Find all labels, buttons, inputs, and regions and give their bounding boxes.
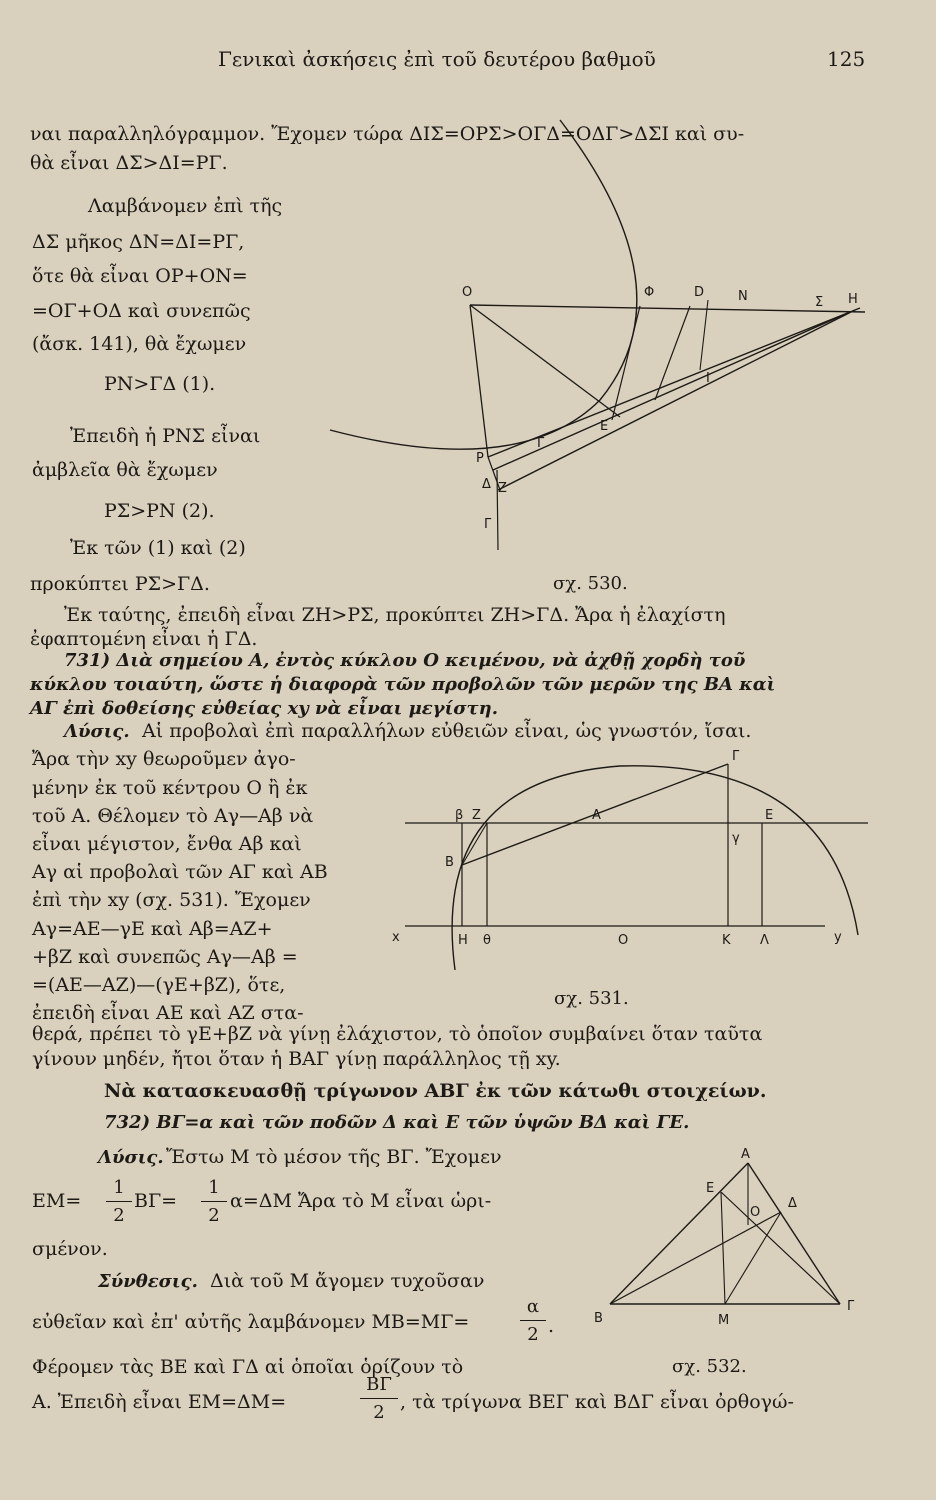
text-line: ἐπειδὴ εἶναι ΑΕ καὶ ΑΖ στα- bbox=[32, 1002, 304, 1024]
problem-731-statement: ΑΓ ἐπὶ δοθείσης εὐθείας xy νὰ εἶναι μεγίστη. bbox=[30, 698, 499, 719]
text-line: =(ΑΕ—ΑΖ)—(γΕ+βΖ), ὅτε, bbox=[32, 974, 286, 996]
synthesis-label: Σύνθεσις. bbox=[98, 1271, 198, 1292]
text-line: εὐθεῖαν καὶ ἐπ' αὐτῆς λαμβάνομεν ΜΒ=ΜΓ= bbox=[32, 1311, 470, 1333]
running-title: Γενικαὶ ἀσκήσεις ἐπὶ τοῦ δευτέρου βαθμοῦ bbox=[218, 47, 656, 71]
text-line: Φέρομεν τὰς ΒΕ καὶ ΓΔ αἱ ὁποῖαι ὁρίζουν τὸ bbox=[32, 1356, 464, 1378]
text-line: Ἐκ τῶν (1) καὶ (2) bbox=[70, 537, 246, 559]
text-line: Διὰ τοῦ Μ ἄγομεν τυχοῦσαν bbox=[210, 1270, 485, 1292]
altitude-be bbox=[610, 1212, 781, 1304]
fig532-label: Α bbox=[741, 1147, 750, 1162]
fraction-numerator: ΒΓ bbox=[366, 1374, 392, 1395]
fig532-label: Ε bbox=[706, 1181, 715, 1196]
fig532-label: Μ bbox=[718, 1313, 730, 1328]
fig530-label: Ρ bbox=[476, 451, 484, 466]
fig530-label: Ν bbox=[738, 289, 748, 304]
text-line: Αγ αἱ προβολαὶ τῶν ΑΓ καὶ ΑΒ bbox=[32, 861, 328, 883]
text-line: Αἱ προβολαὶ ἐπὶ παραλλήλων εὐθειῶν εἶναι, ὡς γνωστόν, ἴσαι. bbox=[142, 720, 752, 742]
text-line: =ΟΓ+ΟΔ καὶ συνεπῶς bbox=[32, 300, 251, 322]
fig531-label: Λ bbox=[760, 933, 769, 948]
text-line: θερά, πρέπει τὸ γΕ+βΖ νὰ γίνῃ ἐλάχιστον, τὸ ὁποῖον συμβαίνει ὅταν ταῦτα bbox=[32, 1023, 763, 1045]
fig530-label: Ο bbox=[462, 285, 473, 300]
fig531-label: γ bbox=[732, 831, 740, 846]
fig530-label: Η bbox=[848, 292, 858, 307]
page-number: 125 bbox=[827, 47, 866, 71]
fig531-label: β bbox=[455, 808, 464, 823]
fig531-label: Β bbox=[445, 855, 454, 870]
side-ab bbox=[610, 1163, 748, 1304]
fig531-label: Η bbox=[458, 933, 468, 948]
solution-label: Λύσις. bbox=[98, 1147, 164, 1168]
text-line: ἐφαπτομένη εἶναι ἡ ΓΔ. bbox=[30, 628, 258, 650]
text-line: θὰ εἶναι ΔΣ>ΔΙ=ΡΓ. bbox=[30, 152, 228, 174]
solution-label: Λύσις. bbox=[64, 721, 130, 742]
text-line: μένην ἐκ τοῦ κέντρου Ο ἢ ἐκ bbox=[32, 777, 308, 799]
fig530-label: Ζ bbox=[498, 481, 507, 496]
fraction-denominator: 2 bbox=[208, 1205, 220, 1226]
text-line: γίνουν μηδέν, ἤτοι ὅταν ἡ ΒΑΓ γίνῃ παράλληλος τῇ xy. bbox=[32, 1048, 561, 1070]
fraction-denominator: 2 bbox=[113, 1205, 125, 1226]
figure-532-caption: σχ. 532. bbox=[672, 1356, 747, 1377]
text-line: Α. Ἐπειδὴ εἶναι ΕΜ=ΔΜ= bbox=[32, 1391, 287, 1413]
figure-531-caption: σχ. 531. bbox=[554, 988, 629, 1009]
figure-530-caption: σχ. 530. bbox=[553, 573, 628, 594]
fraction-numerator: 1 bbox=[208, 1177, 220, 1198]
fraction-denominator: 2 bbox=[373, 1402, 385, 1423]
text-line: Ἐκ ταύτης, ἐπειδὴ εἶναι ΖΗ>ΡΣ, προκύπτει ΖΗ>ΓΔ. Ἄρα ἡ ἐλαχίστη bbox=[64, 604, 726, 626]
text-line: ΡΝ>ΓΔ (1). bbox=[104, 373, 216, 395]
section-heading: Νὰ κατασκευασθῇ τρίγωνον ΑΒΓ ἐκ τῶν κάτωθι στοιχείων. bbox=[104, 1080, 767, 1102]
fig531-label: Ε bbox=[765, 808, 774, 823]
text-line: (ἄσκ. 141), θὰ ἔχωμεν bbox=[32, 333, 247, 355]
fig530-label: Γ bbox=[537, 436, 545, 451]
fig530-label: Δ bbox=[482, 477, 491, 492]
equation-em: ΕΜ= bbox=[32, 1190, 82, 1212]
fig530-label: Σ bbox=[815, 295, 824, 310]
fig532-label: Β bbox=[594, 1311, 603, 1326]
problem-731-statement: κύκλου τοιαύτη, ὥστε ἡ διαφορὰ τῶν προβολῶν τῶν μερῶν της ΒΑ καὶ bbox=[30, 674, 776, 695]
fig530-label: Φ bbox=[644, 285, 655, 300]
text-line: Αγ=ΑΕ—γΕ καὶ Αβ=ΑΖ+ bbox=[32, 918, 273, 940]
fig531-label: Α bbox=[592, 808, 601, 823]
text-line: ναι παραλληλόγραμμον. Ἔχομεν τώρα ΔΙΣ=ΟΡΣ>ΟΓΔ=ΟΔΓ>ΔΣΙ καὶ συ- bbox=[30, 123, 745, 145]
side-ag bbox=[748, 1163, 840, 1304]
fig531-label: y bbox=[834, 930, 842, 945]
fig532-label: Γ bbox=[847, 1299, 855, 1314]
text-line: Ἐπειδὴ ἡ ΡΝΣ εἶναι bbox=[70, 425, 261, 447]
text-line: ἐπὶ τὴν xy (σχ. 531). Ἔχομεν bbox=[32, 889, 311, 911]
text-line: Ἔστω Μ τὸ μέσον τῆς ΒΓ. Ἔχομεν bbox=[166, 1146, 502, 1168]
text-line: , τὰ τρίγωνα ΒΕΓ καὶ ΒΔΓ εἶναι ὀρθογώ- bbox=[400, 1391, 794, 1413]
line-dm bbox=[725, 1212, 781, 1304]
fig531-label: Ζ bbox=[472, 808, 481, 823]
fig532-label: Δ bbox=[788, 1196, 797, 1211]
fig530-label: D bbox=[694, 285, 705, 300]
fig531-label: θ bbox=[483, 933, 491, 948]
fig530-label: Γ bbox=[484, 517, 492, 532]
text-line: +βΖ καὶ συνεπῶς Αγ—Αβ = bbox=[32, 946, 298, 968]
text-line: ΡΣ>ΡΝ (2). bbox=[104, 500, 215, 522]
text-line: Ἄρα τὴν xy θεωροῦμεν ἀγο- bbox=[32, 748, 296, 770]
text-line: προκύπτει ΡΣ>ΓΔ. bbox=[30, 573, 210, 595]
altitude-gd bbox=[721, 1192, 840, 1304]
punct: . bbox=[548, 1315, 555, 1337]
equation-a: α=ΔΜ Ἄρα τὸ Μ εἶναι ὡρι- bbox=[230, 1190, 492, 1212]
fig530-label: Ε bbox=[600, 419, 609, 434]
fraction-numerator: α bbox=[526, 1296, 540, 1317]
fig531-label: Ο bbox=[618, 933, 629, 948]
fig531-label: Κ bbox=[722, 933, 731, 948]
line-em bbox=[721, 1192, 725, 1304]
problem-731-statement: 731) Διὰ σημείου Α, ἐντὸς κύκλου Ο κειμένου, νὰ ἀχθῇ χορδὴ τοῦ bbox=[64, 650, 746, 671]
text-line: ΔΣ μῆκος ΔΝ=ΔΙ=ΡΓ, bbox=[32, 231, 245, 253]
problem-732-statement: 732) ΒΓ=α καὶ τῶν ποδῶν Δ καὶ Ε τῶν ὑψῶν ΒΔ καὶ ΓΕ. bbox=[104, 1112, 690, 1133]
fraction-denominator: 2 bbox=[527, 1324, 539, 1345]
text-line: τοῦ Α. Θέλομεν τὸ Αγ—Αβ νὰ bbox=[32, 805, 314, 827]
fig531-label: x bbox=[392, 930, 400, 945]
text-line: ὅτε θὰ εἶναι ΟΡ+ΟΝ= bbox=[32, 265, 248, 287]
equation-bg: ΒΓ= bbox=[134, 1190, 178, 1212]
text-line: Λαμβάνομεν ἐπὶ τῆς bbox=[88, 195, 283, 217]
fraction-numerator: 1 bbox=[113, 1177, 125, 1198]
text-line: εἶναι μέγιστον, ἔνθα Αβ καὶ bbox=[32, 833, 302, 855]
fig532-label: Ο bbox=[750, 1205, 761, 1220]
fig531-label: Γ bbox=[732, 749, 740, 764]
text-line: ἀμβλεῖα θὰ ἔχωμεν bbox=[32, 459, 218, 481]
text-line: σμένον. bbox=[32, 1238, 108, 1260]
fig530-label: Ι bbox=[706, 371, 710, 386]
